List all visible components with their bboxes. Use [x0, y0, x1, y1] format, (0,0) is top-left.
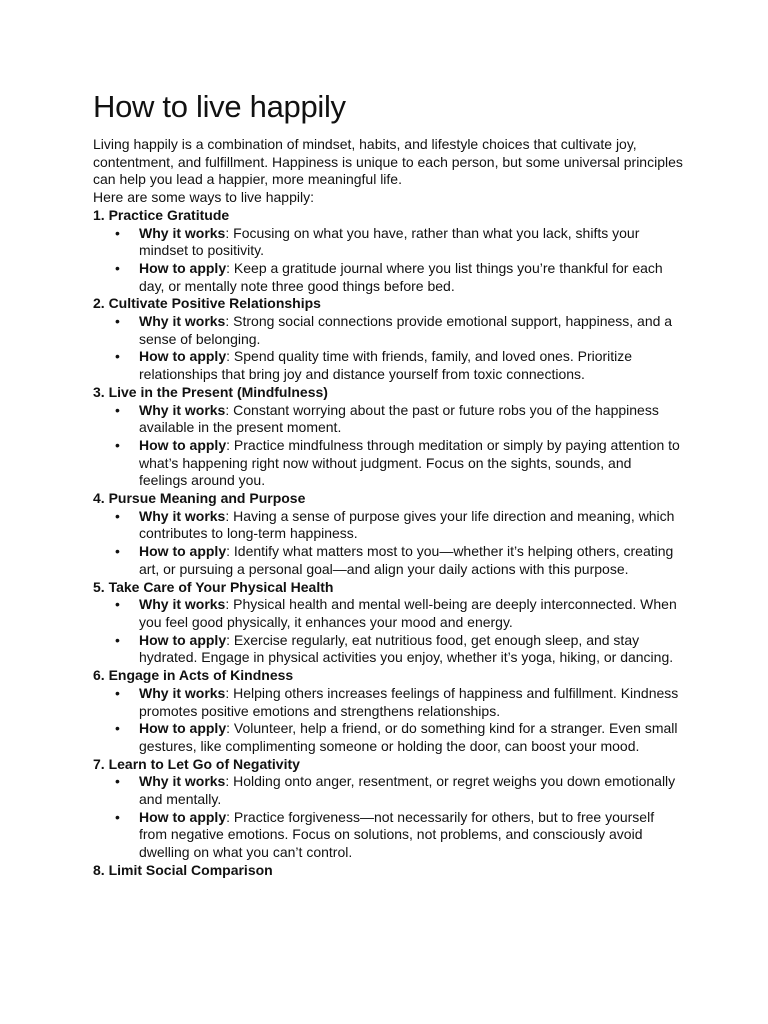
- item-text: : Identify what matters most to you—whether it’s helping others, creating art, or pursuing a personal goal—and align your daily actions with this purpose.: [139, 543, 674, 577]
- bullet-icon: •: [115, 720, 120, 737]
- list-item: [115, 401, 683, 437]
- list-item: [115, 543, 683, 578]
- section-title: 1. Practice Gratitude: [93, 206, 230, 223]
- item-label: How to apply: [139, 348, 227, 365]
- item-text: : Keep a gratitude journal where you list things you’re thankful for each day, or mentally note three good things before bed.: [139, 259, 663, 294]
- list-item: [115, 596, 683, 631]
- bullet-icon: •: [115, 224, 120, 241]
- list-item: [115, 313, 683, 348]
- section-title: 7. Learn to Let Go of Negativity: [93, 755, 300, 772]
- list-item: [115, 808, 683, 862]
- item-label: How to apply: [139, 259, 227, 276]
- section-title: 4. Pursue Meaning and Purpose: [93, 490, 306, 507]
- item-text: : Strong social connections provide emotional support, happiness, and a sense of belonging.: [139, 313, 673, 347]
- bullet-icon: •: [115, 401, 120, 418]
- section-title: 3. Live in the Present (Mindfulness): [93, 383, 328, 400]
- document-content: [93, 88, 683, 880]
- section: [93, 384, 683, 490]
- item-label: Why it works: [139, 401, 226, 418]
- bullet-list: [93, 508, 683, 579]
- section: [93, 667, 683, 756]
- bullet-list: [93, 685, 683, 756]
- item-text: : Spend quality time with friends, family, and loved ones. Prioritize relationships that bring joy and distance yourself from toxic connections.: [139, 348, 633, 383]
- lead-sentence: Here are some ways to live happily:: [93, 189, 314, 206]
- item-text: : Practice mindfulness through meditation or simply by paying attention to what’s happening right now without judgment. Focus on the sights, sounds, and feelings around you.: [139, 436, 680, 489]
- list-item: [115, 224, 683, 260]
- item-label: Why it works: [139, 313, 226, 330]
- item-text: : Practice forgiveness—not necessarily for others, but to free yourself from negative emotions. Focus on solutions, not problems, and consciously avoid dwelling on what you can’t control.: [139, 808, 655, 861]
- item-text: : Holding onto anger, resentment, or regret weighs you down emotionally and mentally.: [139, 773, 676, 808]
- section: [93, 579, 683, 668]
- bullet-list: [93, 402, 683, 491]
- bullet-list: [93, 225, 683, 296]
- item-label: How to apply: [139, 808, 227, 825]
- section: [93, 295, 683, 384]
- section: [93, 207, 683, 296]
- item-label: Why it works: [139, 224, 226, 241]
- section-title: 6. Engage in Acts of Kindness: [93, 667, 294, 684]
- list-item: [115, 348, 683, 383]
- page-title: How to live happily: [93, 89, 346, 124]
- intro-paragraph: Living happily is a combination of mindset, habits, and lifestyle choices that cultivate joy, contentment, and fulfillment. Happiness is unique to each person, but some universal principles can help you lead a happier, more meaningful life.: [93, 136, 683, 188]
- item-label: Why it works: [139, 596, 226, 613]
- item-text: : Helping others increases feelings of happiness and fulfillment. Kindness promotes positive emotions and strengthens relationships.: [139, 684, 679, 719]
- list-item: [115, 631, 683, 667]
- list-item: [115, 720, 683, 755]
- item-text: : Exercise regularly, eat nutritious food, get enough sleep, and stay hydrated. Engage in physical activities you enjoy, whether it’s yoga, hiking, or dancing.: [139, 631, 674, 666]
- item-text: : Physical health and mental well-being are deeply interconnected. When you feel good physically, it enhances your mood and energy.: [139, 596, 677, 630]
- bullet-icon: •: [115, 313, 120, 330]
- bullet-icon: •: [115, 596, 120, 613]
- item-text: : Volunteer, help a friend, or do something kind for a stranger. Even small gestures, like complimenting someone or holding the door, can boost your mood.: [139, 720, 678, 754]
- section-title: 5. Take Care of Your Physical Health: [93, 578, 334, 595]
- bullet-icon: •: [115, 259, 120, 276]
- bullet-icon: •: [115, 808, 120, 825]
- bullet-list: [93, 773, 683, 862]
- list-item: [115, 684, 683, 720]
- list-item: [115, 773, 683, 808]
- item-label: Why it works: [139, 773, 226, 790]
- section: [93, 490, 683, 579]
- item-label: How to apply: [139, 436, 227, 453]
- item-label: How to apply: [139, 543, 227, 560]
- bullet-icon: •: [115, 773, 120, 790]
- list-item: [115, 259, 683, 295]
- bullet-icon: •: [115, 684, 120, 701]
- item-label: How to apply: [139, 720, 227, 737]
- item-text: : Focusing on what you have, rather than what you lack, shifts your mindset to positivity.: [139, 224, 640, 259]
- bullet-icon: •: [115, 543, 120, 560]
- bullet-icon: •: [115, 436, 120, 453]
- section-title: 2. Cultivate Positive Relationships: [93, 295, 321, 312]
- bullet-list: [93, 313, 683, 384]
- item-text: : Constant worrying about the past or future robs you of the happiness available in the present moment.: [139, 401, 659, 436]
- item-label: Why it works: [139, 684, 226, 701]
- bullet-list: [93, 596, 683, 667]
- list-item: [115, 436, 683, 490]
- bullet-icon: •: [115, 348, 120, 365]
- item-label: How to apply: [139, 631, 227, 648]
- section: [93, 756, 683, 862]
- bullet-icon: •: [115, 631, 120, 648]
- bullet-icon: •: [115, 507, 120, 524]
- section-title: 8. Limit Social Comparison: [93, 861, 273, 878]
- item-text: : Having a sense of purpose gives your life direction and meaning, which contributes to long-term happiness.: [139, 507, 675, 542]
- sections-list: [93, 207, 683, 880]
- section: [93, 862, 683, 880]
- list-item: [115, 507, 683, 543]
- item-label: Why it works: [139, 507, 226, 524]
